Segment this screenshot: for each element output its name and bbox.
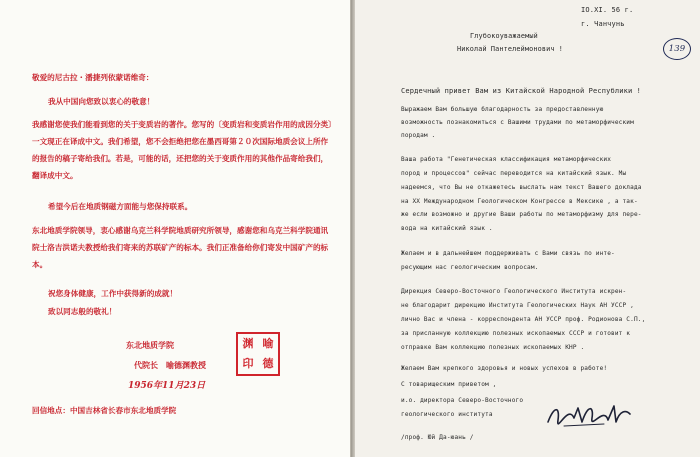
russian-letter-page (355, 0, 700, 457)
seal-char: 德 (262, 357, 274, 370)
ru-line: за присланную коллекцию полезных ископаемых СССР и готовит к (401, 330, 631, 337)
cn-signature-title: 代院长 喻德渊教授 (134, 361, 206, 370)
handwritten-signature (544, 400, 634, 430)
ru-salutation-line2: Николай Пантелеймонович ! (457, 45, 564, 53)
ru-line: на XX Международном Геологическом Конгрессе в Мексике , а так- (401, 198, 638, 205)
ru-date: IO.XI. 56 г. (581, 6, 634, 14)
seal-char: 喻 (262, 337, 274, 350)
cn-paragraph-3: 希望今后在地质钢磁方面能与您保持联系。 (48, 202, 193, 211)
ru-line: Выражаем Вам большую благодарность за предоставленную (401, 106, 604, 113)
cn-paragraph-2: 我感谢您使我们能看到您的关于变质岩的著作。您写的〔变质岩和变质岩作用的成因分类〕一文现正在译成中文。我们希望，您不会拒绝把您在墨西哥第２０次国际地质会议上所作的报告的稿子寄给我们。若是，可能的话，还把您的关于变质作用的其他作品寄给我们，翻译成中文。 (32, 120, 332, 180)
ru-line: Дирекция Северо-Восточного Геологического Института искрен- (401, 288, 627, 295)
cn-return-address: 回信地点：中国吉林省长春市东北地质学院 (32, 406, 177, 415)
ru-line: Желаем Вам крепкого здоровья и новых успехов в работе! (401, 365, 608, 372)
cn-greeting: 敬爱的尼古拉・潘捷列依蒙诺维奇： (32, 73, 154, 82)
ru-line: вода на китайский язык . (401, 225, 493, 232)
ru-line: Желаем и в дальнейшем поддерживать с Вами связь по инте- (401, 250, 615, 257)
ru-line: С товарищеским приветом , (401, 381, 497, 388)
ru-line: лично Вас и члена - корреспондента АН УССР проф. Родионова С.П., (401, 316, 646, 323)
ru-title: Сердечный привет Вам из Китайской Народной Республики ! (401, 87, 642, 95)
page-number-circle: 139 (663, 38, 691, 60)
cn-paragraph-5: 祝您身体健康，工作中获得新的成就！ (48, 289, 178, 298)
ru-line: Ваша работа "Генетическая классификация метаморфических (401, 156, 612, 163)
ru-line: не благодарит дирекцию Института Геологических Наук АН УССР , (401, 302, 634, 309)
ru-line: пород и процессов" сейчас переводится на китайский язык. Мы (401, 170, 627, 177)
ru-signature-line: /проф. Юй Да-юань / (401, 434, 474, 441)
ru-line: же если возможно и другие Ваши работы по метаморфизму для пере- (401, 211, 642, 218)
ru-line: геологического института (401, 411, 493, 418)
seal-char: 印 (242, 357, 254, 370)
cn-signature-org: 东北地质学院 (126, 341, 174, 350)
seal-char: 渊 (242, 337, 254, 350)
cn-closing: 致以同志般的敬礼！ (48, 307, 117, 316)
cn-paragraph-4: 东北地质学院领导，衷心感谢乌克兰科学院地质研究所领导，感谢您和乌克兰科学院通讯院士洛吉洪诺夫教授给我们寄来的苏联矿产的标本。我们正准备给你们寄发中国矿产的标本。 (32, 226, 329, 269)
cn-paragraph-1: 我从中国向您致以衷心的敬意！ (48, 97, 155, 106)
ru-line: породам . (401, 132, 436, 139)
ru-line: надеемся, что Вы не откажетесь выслать нам текст Вашего доклада (401, 184, 642, 191)
ru-line: отправке Вам коллекцию полезных ископаемых КНР . (401, 344, 585, 351)
ru-salutation-line1: Глубокоуважаемый (470, 32, 538, 40)
ru-line: ресующим нас геологическим вопросам. (401, 264, 539, 271)
ru-line: возможность познакомиться с Вашими трудами по метаморфическим (401, 119, 634, 126)
ru-place: г. Чанчунь (581, 20, 625, 28)
red-seal-stamp (236, 332, 280, 376)
cn-date: 1956年11月23日 (128, 381, 206, 391)
ru-line: и.о. директора Северо-Восточного (401, 397, 524, 404)
